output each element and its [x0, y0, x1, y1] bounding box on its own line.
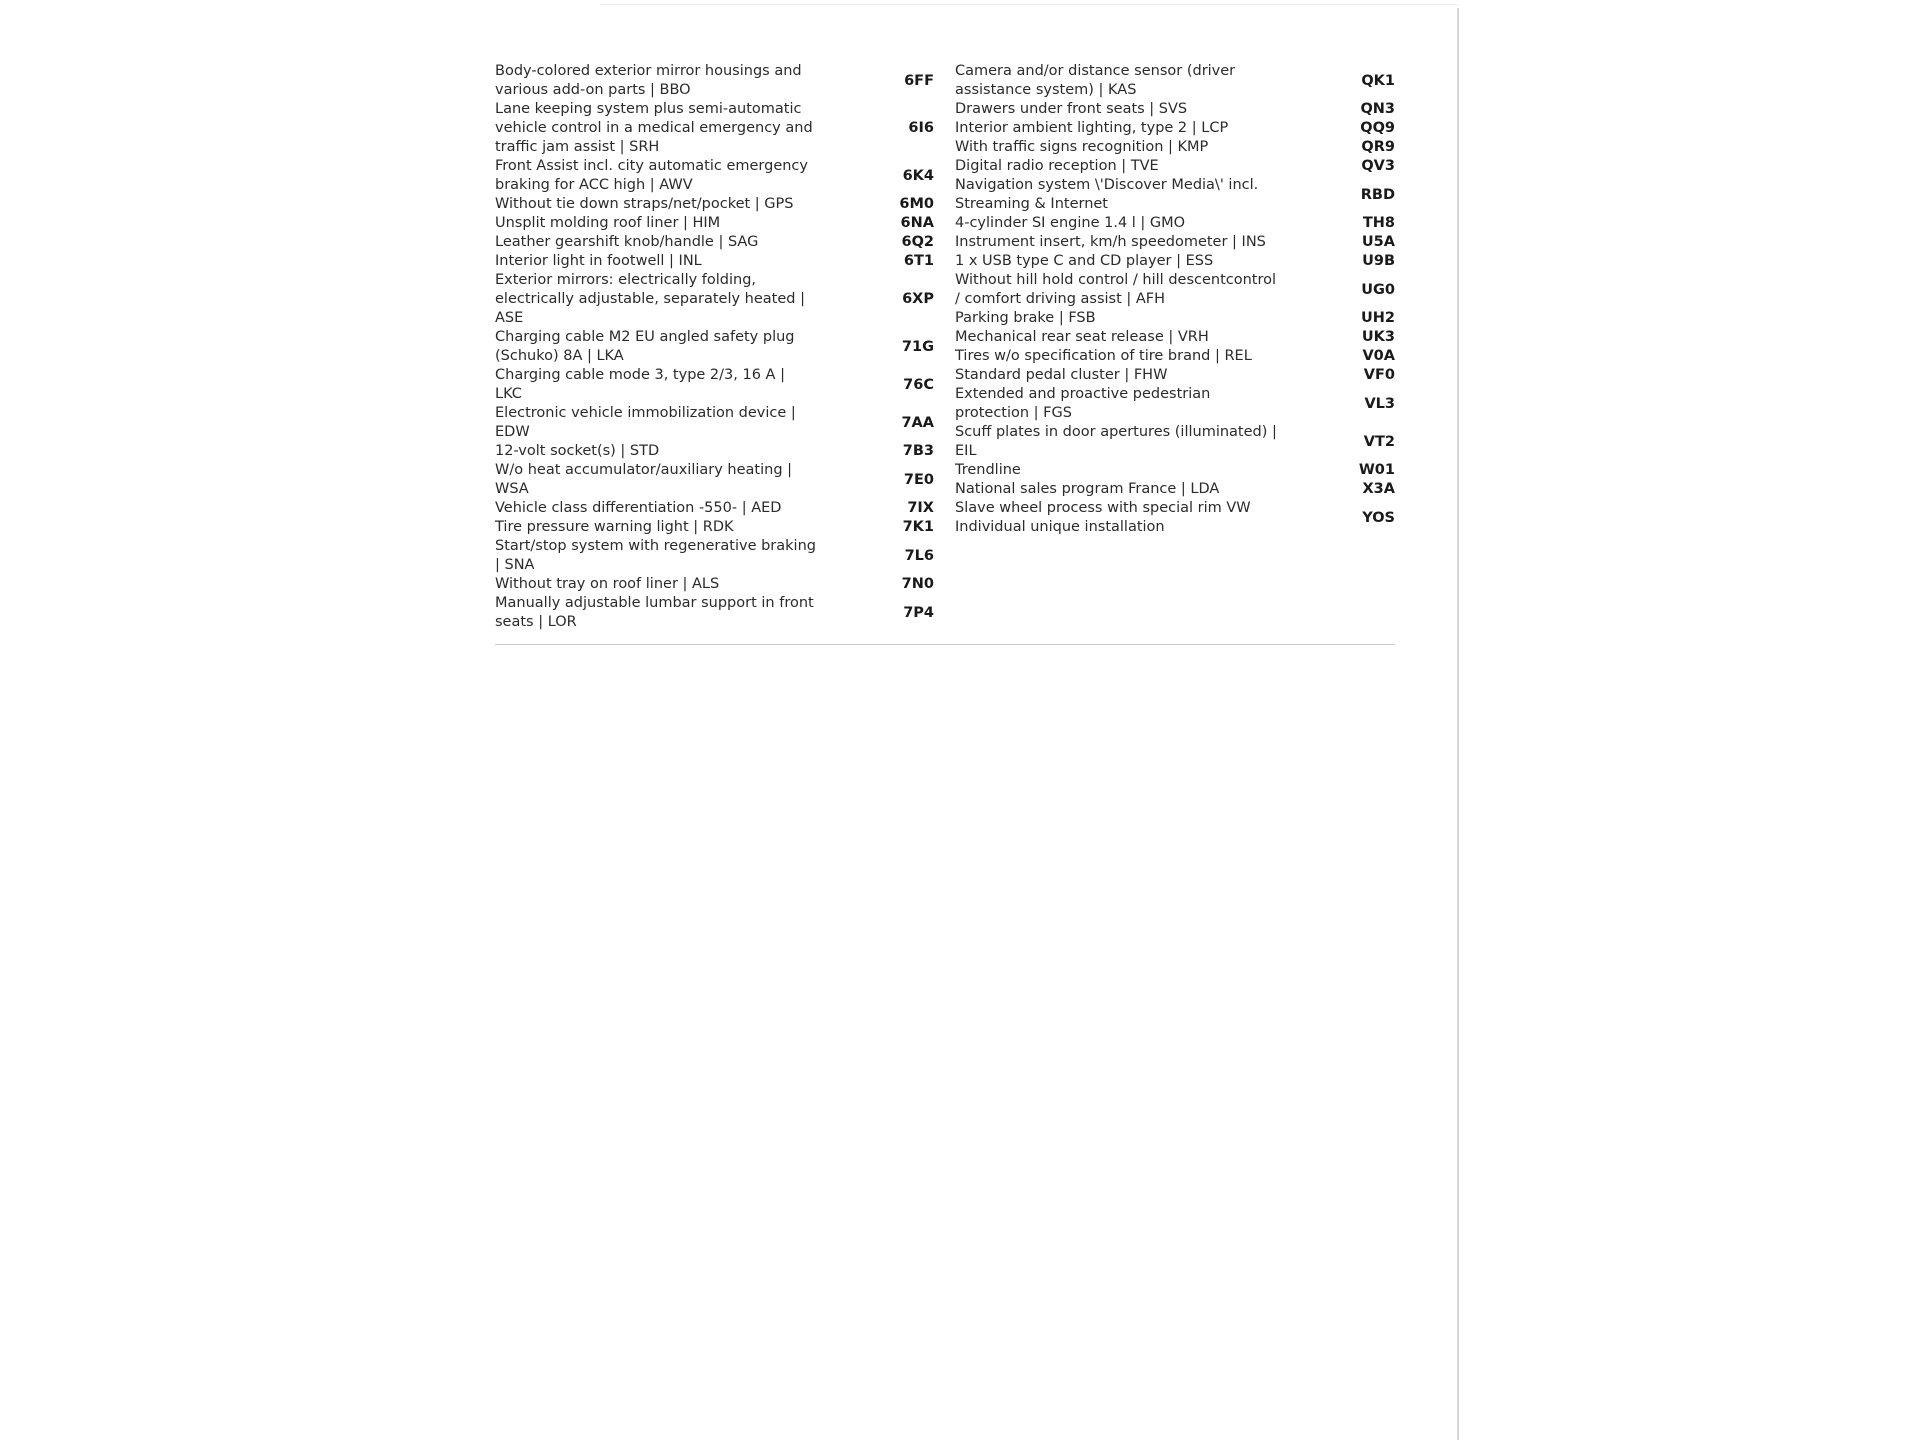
option-description: National sales program France | LDA [955, 481, 1220, 497]
option-code: QV3 [1361, 158, 1395, 174]
option-code: 6Q2 [901, 234, 934, 250]
option-row [955, 366, 1395, 385]
option-description: Without tie down straps/net/pocket | GPS [495, 196, 794, 212]
option-code: 7K1 [902, 519, 934, 535]
option-code: QQ9 [1360, 120, 1395, 136]
option-description: Interior light in footwell | INL [495, 253, 702, 269]
option-description: 12-volt socket(s) | STD [495, 443, 660, 459]
option-description: With traffic signs recognition | KMP [955, 139, 1209, 155]
option-description: Scuff plates in door apertures (illuminated) | EIL [955, 424, 1277, 459]
option-description: Interior ambient lighting, type 2 | LCP [955, 120, 1229, 136]
option-description: Camera and/or distance sensor (driver assistance system) | KAS [955, 63, 1236, 98]
option-code: UK3 [1361, 329, 1395, 345]
option-row [955, 347, 1395, 366]
option-row [955, 100, 1395, 119]
option-description: 4-cylinder SI engine 1.4 l | GMO [955, 215, 1186, 231]
option-code: 6T1 [903, 253, 934, 269]
option-code: 7N0 [901, 576, 934, 592]
option-row [955, 480, 1395, 499]
option-description: Extended and proactive pedestrian protection | FGS [955, 386, 1211, 421]
option-row [955, 62, 1395, 100]
option-row [495, 594, 942, 632]
option-row [955, 176, 1395, 214]
option-description: Start/stop system with regenerative braking | SNA [495, 538, 816, 573]
option-description: Charging cable M2 EU angled safety plug (Schuko) 8A | LKA [495, 329, 795, 364]
option-row [955, 423, 1395, 461]
option-row [495, 404, 942, 442]
option-row [955, 385, 1395, 423]
bottom-rule [495, 644, 1395, 645]
option-row [955, 309, 1395, 328]
option-code: QN3 [1360, 101, 1395, 117]
option-code: TH8 [1362, 215, 1395, 231]
option-description: Body-colored exterior mirror housings and various add-on parts | BBO [495, 63, 802, 98]
option-code: 7L6 [904, 547, 934, 564]
option-row [495, 271, 942, 328]
page-top-edge [600, 4, 1458, 5]
option-code: VT2 [1363, 433, 1395, 450]
option-code: W01 [1358, 462, 1395, 478]
option-description: Unsplit molding roof liner | HIM [495, 215, 721, 231]
option-code: YOS [1362, 509, 1395, 526]
option-code: QR9 [1361, 139, 1395, 155]
options-list-left [495, 62, 942, 632]
option-row [495, 328, 942, 366]
option-code: 6XP [902, 291, 934, 307]
option-code: RBD [1360, 186, 1395, 203]
option-description: Leather gearshift knob/handle | SAG [495, 234, 759, 250]
option-row [495, 195, 942, 214]
option-row [495, 214, 942, 233]
option-code: 7IX [907, 500, 934, 516]
option-row [955, 328, 1395, 347]
option-code: UH2 [1361, 310, 1395, 326]
option-description: Manually adjustable lumbar support in front seats | LOR [495, 595, 814, 630]
option-code: 7E0 [903, 471, 934, 488]
options-list-right [955, 62, 1395, 537]
option-row [955, 214, 1395, 233]
option-row [955, 157, 1395, 176]
option-description: Drawers under front seats | SVS [955, 101, 1188, 117]
option-code: VF0 [1363, 367, 1395, 383]
option-row [955, 233, 1395, 252]
option-description: Parking brake | FSB [955, 310, 1096, 326]
option-row [495, 233, 942, 252]
option-code: 76C [903, 376, 934, 393]
option-code: 6FF [904, 72, 934, 89]
option-code: V0A [1362, 348, 1395, 364]
option-description: Vehicle class differentiation -550- | AED [495, 500, 782, 516]
option-description: Front Assist incl. city automatic emergency braking for ACC high | AWV [495, 158, 808, 193]
option-description: Without hill hold control / hill descentcontrol / comfort driving assist | AFH [955, 272, 1277, 307]
option-row [955, 461, 1395, 480]
option-row [495, 366, 942, 404]
page-right-edge [1457, 8, 1459, 1440]
option-code: 6NA [900, 215, 934, 231]
option-code: QK1 [1361, 72, 1395, 89]
option-row [495, 499, 942, 518]
option-code: 6M0 [899, 196, 934, 212]
option-description: Exterior mirrors: electrically folding, electrically adjustable, separately heated | ASE [495, 272, 805, 326]
option-row [495, 100, 942, 157]
option-description: Slave wheel process with special rim VW Individual unique installation [955, 500, 1251, 535]
option-description: Lane keeping system plus semi-automatic vehicle control in a medical emergency and traffic jam assist | SRH [495, 101, 813, 155]
option-code: 71G [901, 338, 934, 355]
option-row [955, 138, 1395, 157]
option-code: U5A [1361, 234, 1395, 250]
option-description: Trendline [955, 462, 1021, 478]
option-code: 6I6 [908, 120, 934, 136]
option-description: Standard pedal cluster | FHW [955, 367, 1168, 383]
option-description: Charging cable mode 3, type 2/3, 16 A | LKC [495, 367, 785, 402]
option-code: X3A [1362, 481, 1395, 497]
option-row [495, 157, 942, 195]
option-description: Mechanical rear seat release | VRH [955, 329, 1209, 345]
option-code: 7P4 [903, 604, 934, 621]
option-code: 7B3 [902, 443, 934, 459]
option-description: Without tray on roof liner | ALS [495, 576, 720, 592]
option-row [495, 62, 942, 100]
option-code: U9B [1362, 253, 1395, 269]
option-code: VL3 [1364, 395, 1395, 412]
option-code: 6K4 [902, 167, 934, 184]
option-code: 7AA [901, 414, 934, 431]
option-row [955, 119, 1395, 138]
option-row [495, 252, 942, 271]
option-code: UG0 [1361, 281, 1395, 298]
option-description: 1 x USB type C and CD player | ESS [955, 253, 1214, 269]
option-row [495, 442, 942, 461]
option-description: Digital radio reception | TVE [955, 158, 1159, 174]
option-row [955, 252, 1395, 271]
option-row [955, 499, 1395, 537]
option-description: W/o heat accumulator/auxiliary heating | WSA [495, 462, 793, 497]
option-row [955, 271, 1395, 309]
option-description: Tire pressure warning light | RDK [495, 519, 734, 535]
option-description: Navigation system \'Discover Media\' incl. Streaming & Internet [955, 177, 1259, 212]
option-row [495, 461, 942, 499]
option-description: Tires w/o specification of tire brand | REL [955, 348, 1252, 364]
option-row [495, 537, 942, 575]
option-row [495, 575, 942, 594]
option-description: Electronic vehicle immobilization device | EDW [495, 405, 796, 440]
option-description: Instrument insert, km/h speedometer | INS [955, 234, 1266, 250]
option-row [495, 518, 942, 537]
